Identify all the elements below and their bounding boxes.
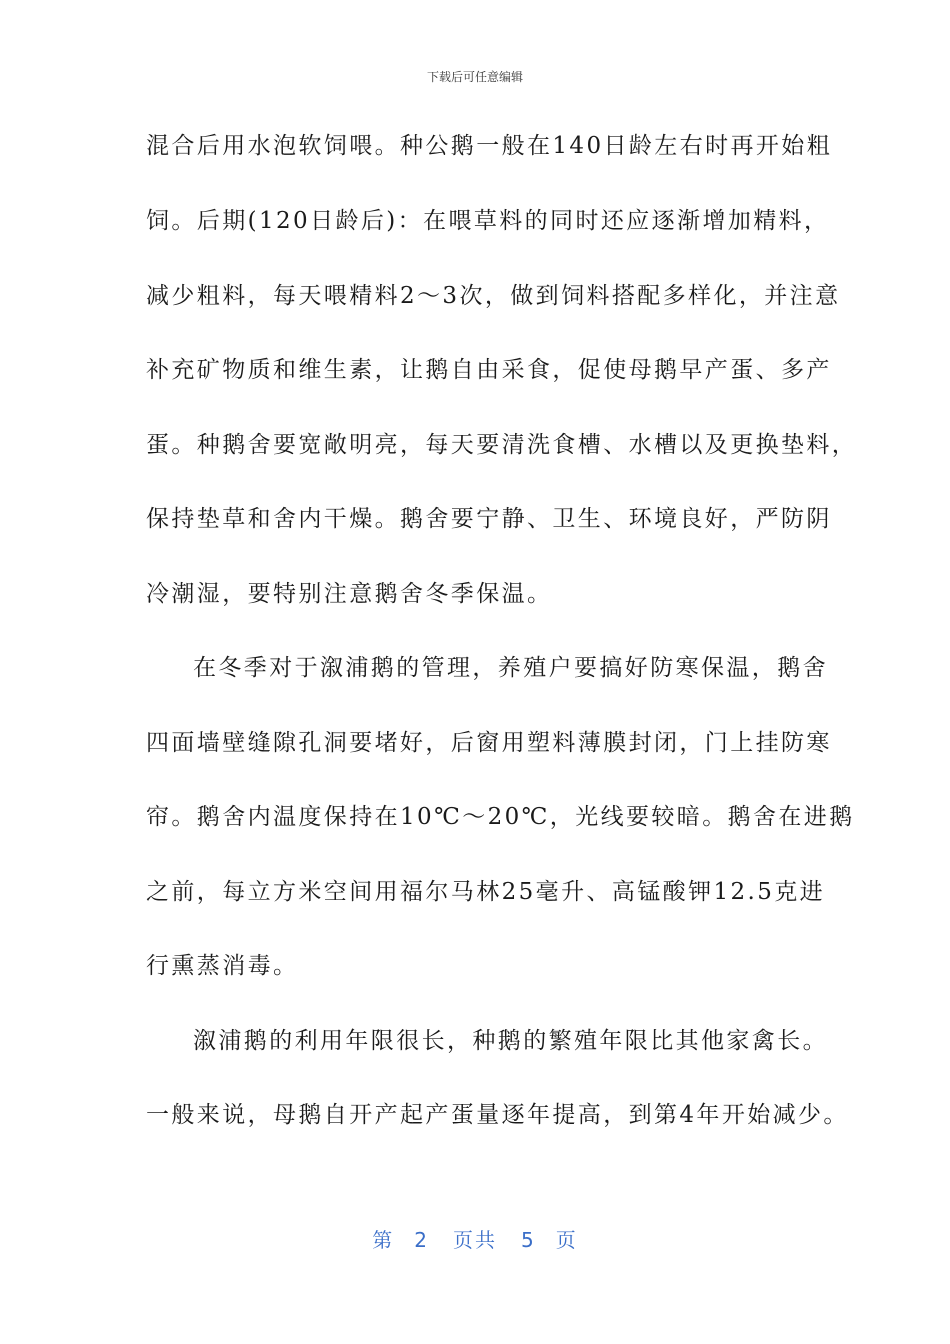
text-line: 饲。后期(120日龄后)：在喂草料的同时还应逐渐增加精料， [146, 208, 830, 234]
text-line: 四面墙壁缝隙孔洞要堵好，后窗用塑料薄膜封闭，门上挂防寒 [146, 730, 832, 756]
text-line: 冷潮湿，要特别注意鹅舍冬季保温。 [146, 581, 553, 607]
page-header: 下载后可任意编辑 [426, 70, 523, 84]
text-line: 一般来说，母鹅自开产起产蛋量逐年提高，到第4年开始减少。 [146, 1102, 849, 1128]
text-line: 保持垫草和舍内干燥。鹅舍要宁静、卫生、环境良好，严防阴 [146, 506, 832, 532]
text-line: 行熏蒸消毒。 [146, 953, 299, 979]
footer-suffix: 页 [555, 1228, 578, 1252]
text-line: 减少粗料，每天喂精料2～3次，做到饲料搭配多样化，并注意 [146, 283, 841, 309]
footer-middle: 页共 [453, 1228, 497, 1252]
text-line: 混合后用水泡软饲喂。种公鹅一般在140日龄左右时再开始粗 [146, 133, 833, 159]
text-line: 帘。鹅舍内温度保持在10℃～20℃，光线要较暗。鹅舍在进鹅 [146, 804, 855, 830]
paragraph-first-line: 在冬季对于溆浦鹅的管理，养殖户要搞好防寒保温，鹅舍 [193, 655, 828, 681]
page-footer [0, 1224, 950, 1253]
text-line: 补充矿物质和维生素，让鹅自由采食，促使母鹅早产蛋、多产 [146, 357, 832, 383]
total-page-count: 5 [521, 1228, 536, 1252]
paragraph-first-line: 溆浦鹅的利用年限很长，种鹅的繁殖年限比其他家禽长。 [193, 1028, 828, 1054]
text-line: 蛋。种鹅舍要宽敞明亮，每天要清洗食槽、水槽以及更换垫料， [146, 432, 858, 458]
current-page-number: 2 [414, 1228, 429, 1252]
text-line: 之前，每立方米空间用福尔马林25毫升、高锰酸钾12.5克进 [146, 879, 826, 905]
footer-prefix: 第 [372, 1228, 395, 1252]
